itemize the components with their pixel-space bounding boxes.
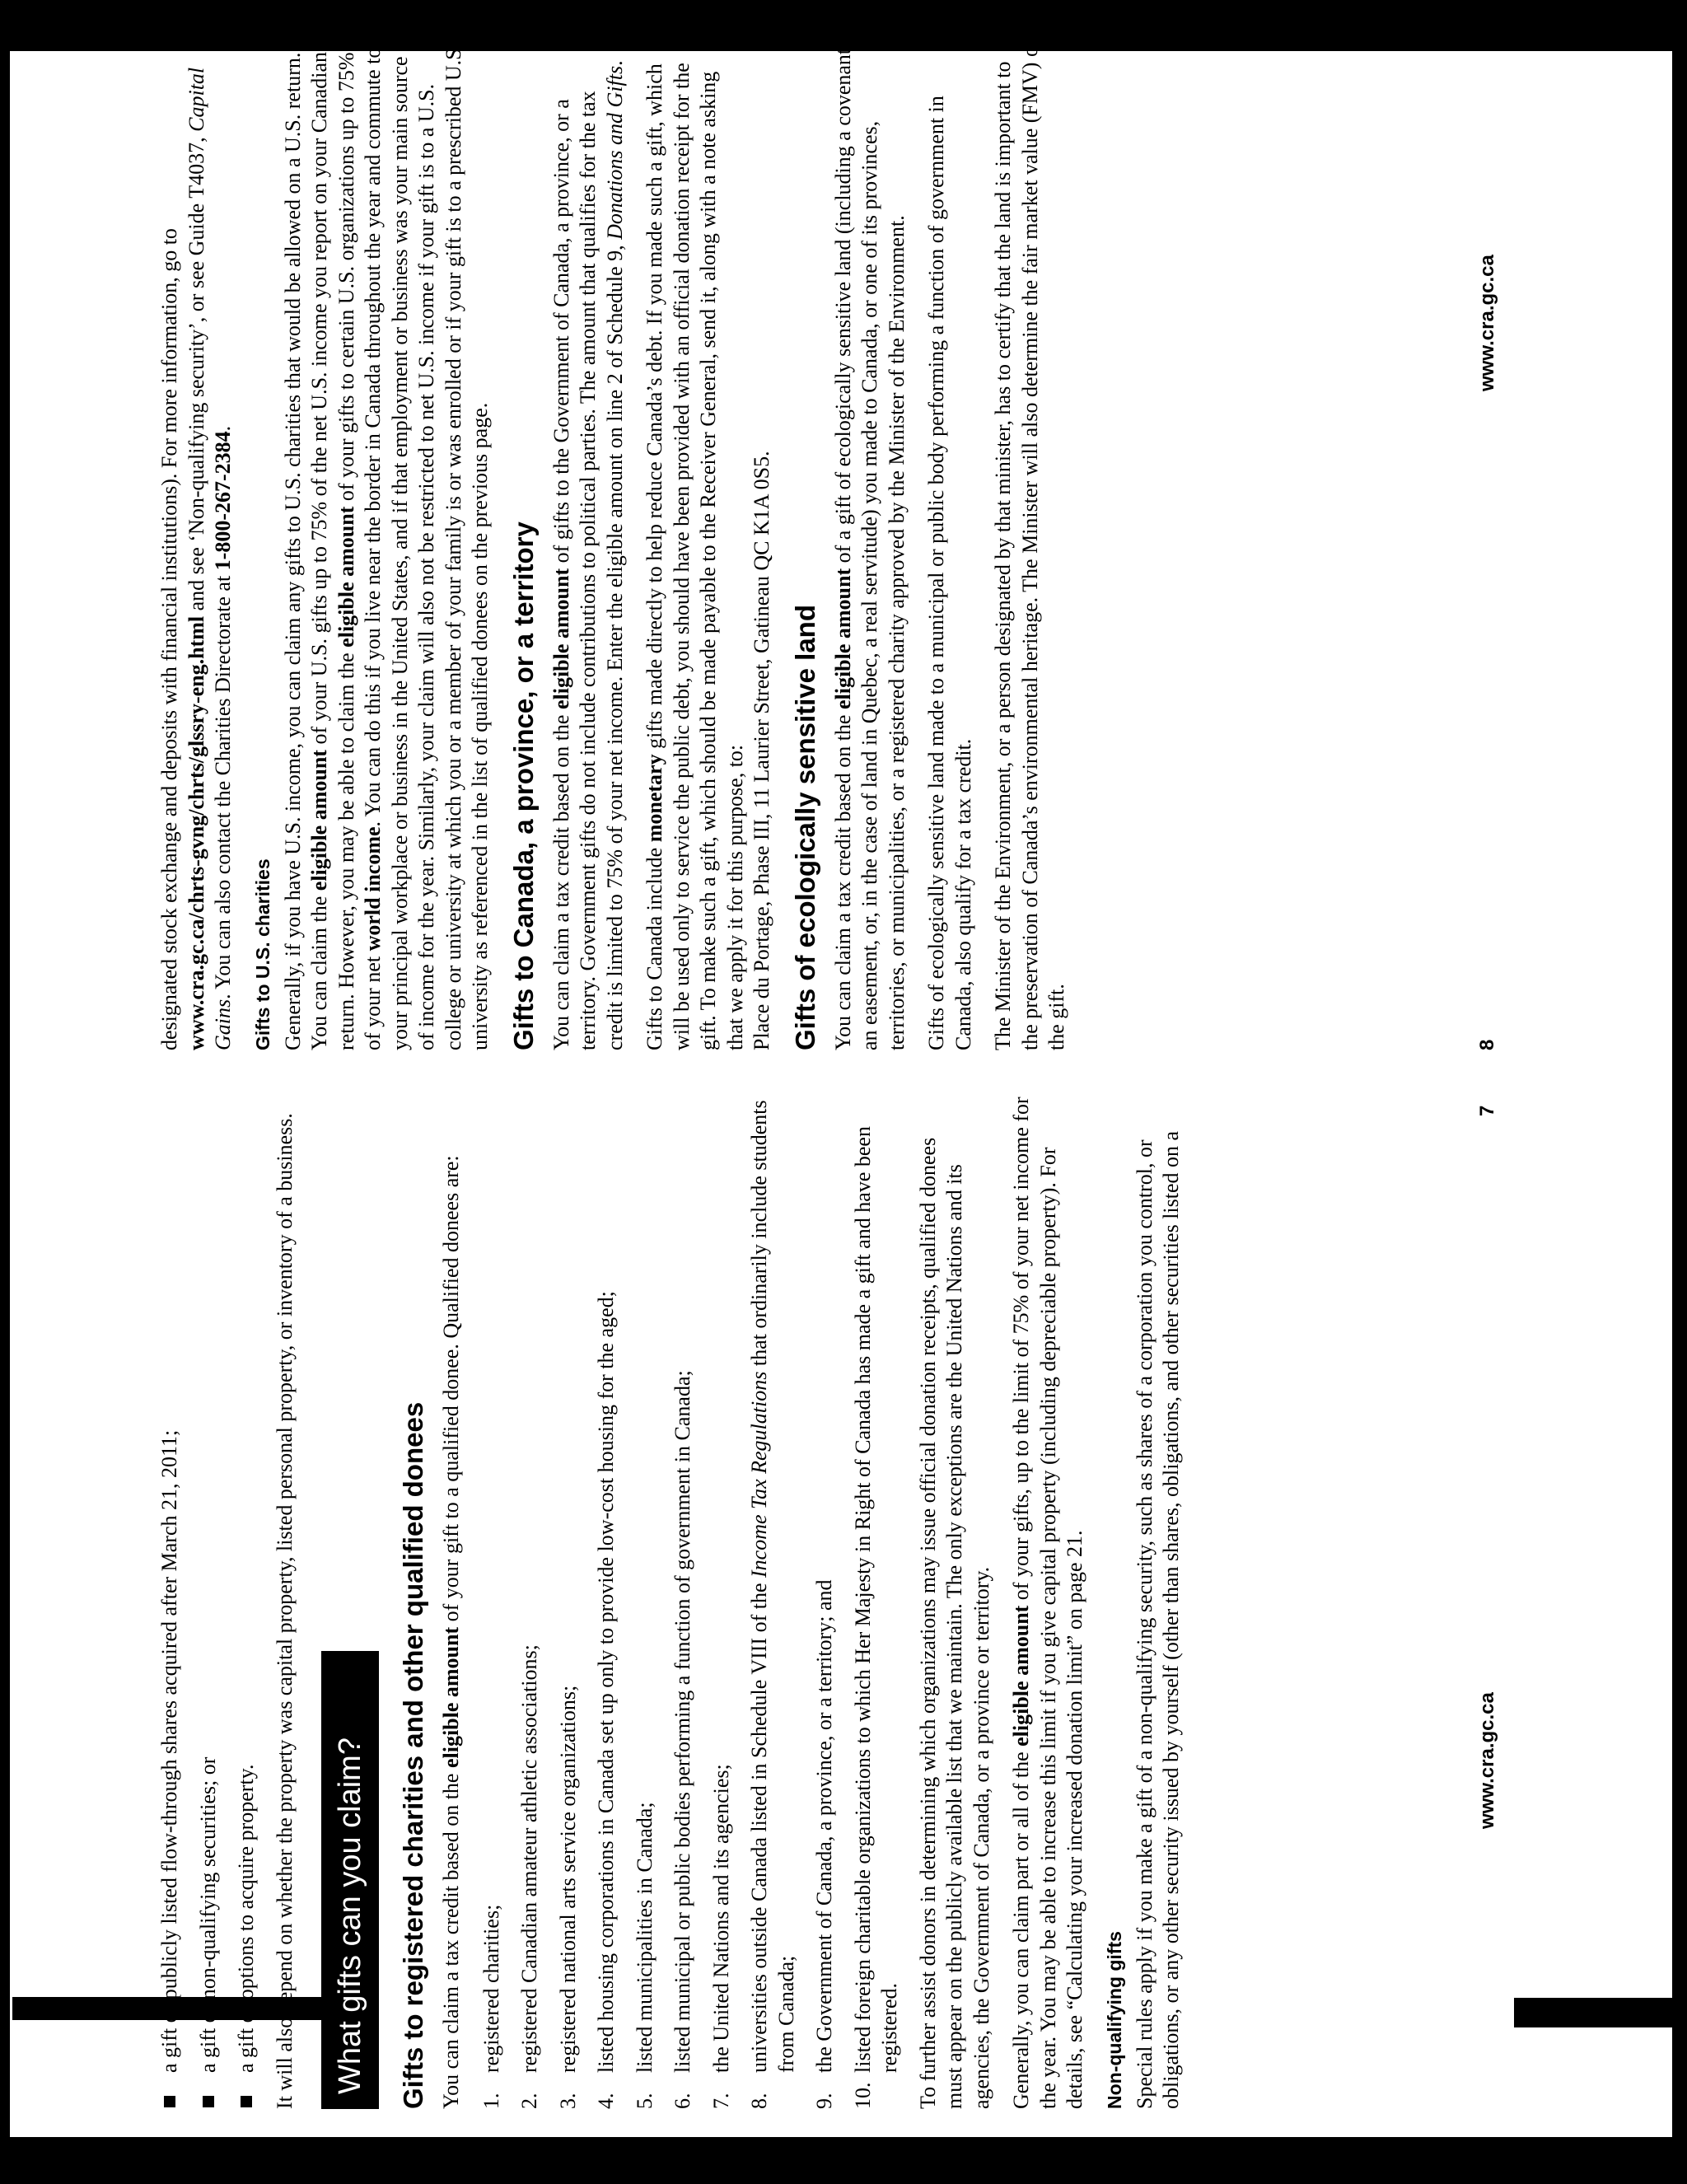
registered-intro: You can claim a tax credit based on the eligible amount of your gift to a qualified donee. Qualified donees are: [439,1155,463,2109]
donee-item: 2. registered Canadian amateur athletic associations; [517,1644,541,2109]
square-bullet-icon [241,2096,252,2107]
rotated-page-spread [157,25,1524,2109]
footer-url: www.cra.gc.ca [1476,1692,1498,1829]
scan-border-bottom [0,2137,1687,2184]
ecological-land-heading: Gifts of ecologically sensitive land [789,605,820,1050]
non-qualifying-heading: Non-qualifying gifts [1103,1931,1125,2109]
donee-item: 1. registered charities; [479,1904,503,2109]
page-7-column [157,1096,1199,2109]
donee-item: 7. the United Nations and its agencies; [708,1764,733,2109]
donee-item: 9. the Government of Canada, a province, or a territory; and [812,1579,836,2109]
donee-item: 6. listed municipal or public bodies performing a function of government in Canada; [671,1370,694,2109]
ecological-paragraph-2: Gifts of ecologically sensitive land made to a municipal or public body performing a function of government in Canada, also qualify for a tax credit. [924,96,975,1050]
canada-gifts-heading: Gifts to Canada, a province, or a territory [507,521,539,1050]
ecological-paragraph-3: The Minister of the Environment, or a person designated by that minister, has to certify that the land is important to the preservation of Canada’s environmental heritage. The Minister will also determine the fair market value (FMV) of the gift. [991,39,1068,1050]
glossary-link[interactable]: www.cra.gc.ca/chrts-gvng/chrts/glssry-eng.html [184,615,208,1050]
scan-border-right [1672,0,1687,2184]
bullet-item: a gift of non-qualifying securities; or [195,1096,222,2109]
donee-item: 4. listed housing corporations in Canada set up only to provide low-cost housing for the aged; [594,1291,618,2109]
donee-item: 8. universities outside Canada listed in Schedule VIII of the Income Tax Regulations that ordinarily include students from Canada; [747,1100,798,2109]
page-8 [157,25,1524,1050]
canada-gifts-paragraph: You can claim a tax credit based on the eligible amount of gifts to the Government of Canada, a province, or a territory. Government gifts do not include contributions to political parties. The amount that qualifies for the tax credit is limited to 75% of your net income. Enter the eligible amount on line 2 of Schedule 9, Donations and Gifts. [549,60,627,1050]
bullet-item: a gift of options to acquire property. [233,1096,260,2109]
ecological-paragraph-1: You can claim a tax credit based on the eligible amount of a gift of ecologically sensitive land (including a covenant, an easement, or, in the case of land in Quebec, a real servitude) you made to Canada, or one of its provinces, territories, or municipalities, or a registered charity approved by the Minister of the Environment. [830,43,909,1050]
assist-paragraph: To further assist donors in determining which organizations may issue official donation receipts, qualified donees must appear on the publicly available list that we maintain. The only exceptions are the United Nations and its agencies, the Government of Canada, or a province or territory. [915,1137,993,2109]
donee-item: 3. registered national arts service organizations; [555,1685,580,2109]
limit-paragraph: Generally, you can claim part or all of the eligible amount of your gifts, up to the limit of 75% of your net income for the year. You may be able to increase this limit if you give capital property (including depreciable property). For details, see “Calculating your increased donation limit” on page 21. [1009,1097,1087,2109]
page-8-column [157,37,1084,1050]
square-bullet-icon [203,2096,214,2107]
scan-border-left [0,0,10,2184]
margin-mark-right [1514,1998,1672,2027]
us-charities-paragraph: Generally, if you have U.S. income, you can claim any gifts to U.S. charities that would be allowed on a U.S. return. You can claim the eligible amount of your U.S. gifts up to 75% of the net U.S. income you report on your Canadian return. However, you may be able to claim the eligible amount of your gifts to certain U.S. organizations up to 75% of your net world income. You can do this if you live near the border in Canada throughout the year and commute to your principal workplace or business in the United States, and if that employment or business was your main source of income for the year. Similarly, your claim will also not be restricted to net U.S. income if your gift is to a U.S. college or university at which you or a member of your family is or was enrolled or if your gift is to a prescribed U.S. university as referenced in the list of qualified donees on the previous page. [280,42,492,1050]
bullet-item: a gift of publicly listed flow-through shares acquired after March 21, 2011; [157,1096,184,2109]
us-charities-heading: Gifts to U.S. charities [251,858,273,1050]
non-qualifying-paragraph: Special rules apply if you make a gift of a non-qualifying security, such as shares of a corporation you control, or obligations, or any other security issued by yourself (other than shares, obligations, and other securities listed on a [1132,1130,1183,2109]
property-bullet-list [157,1096,260,2109]
page-number: 8 [1476,1039,1498,1050]
footer-url: www.cra.gc.ca [1476,255,1498,391]
page-7 [157,1096,1524,2109]
donee-item: 5. listed municipalities in Canada; [632,1802,657,2109]
square-bullet-icon [164,2096,175,2107]
mailing-address: Place du Portage, Phase III, 11 Laurier Street, Gatineau QC K1A 0S5. [750,451,773,1050]
depend-paragraph: It will also depend on whether the property was capital property, listed personal property, or inventory of a business. [272,1113,297,2109]
registered-charities-heading: Gifts to registered charities and other qualified donees [398,1401,428,2109]
monetary-gifts-paragraph: Gifts to Canada include monetary gifts made directly to help reduce Canada’s debt. If you made such a gift, which will be used only to service the public debt, you should have been provided with an official donation receipt for the gift. To make such a gift, which should be made payable to the Receiver General, send it, along with a note asking that we apply it for this purpose, to: Place du Portage, Phase III, 11 Laurier Street, Gatineau QC K1A 0S5. [643,63,773,1050]
continuation-paragraph: designated stock exchange and deposits with financial institutions). For more information, go to www.cra.gc.ca/chrts-gvng/chrts/glssry-eng.html and see ‘Non-qualifying security’, or see Guide T4037, Capital Gains. You can also contact the Charities Directorate at 1-800-267-2384. [157,67,235,1050]
qualified-donees-list [479,1096,904,2109]
section-banner: What gifts can you claim? [321,1651,379,2109]
page-number: 7 [1476,1105,1498,1116]
donee-item: 10. listed foreign charitable organizations to which Her Majesty in Right of Canada has made a gift and have been registered. [850,1126,901,2109]
